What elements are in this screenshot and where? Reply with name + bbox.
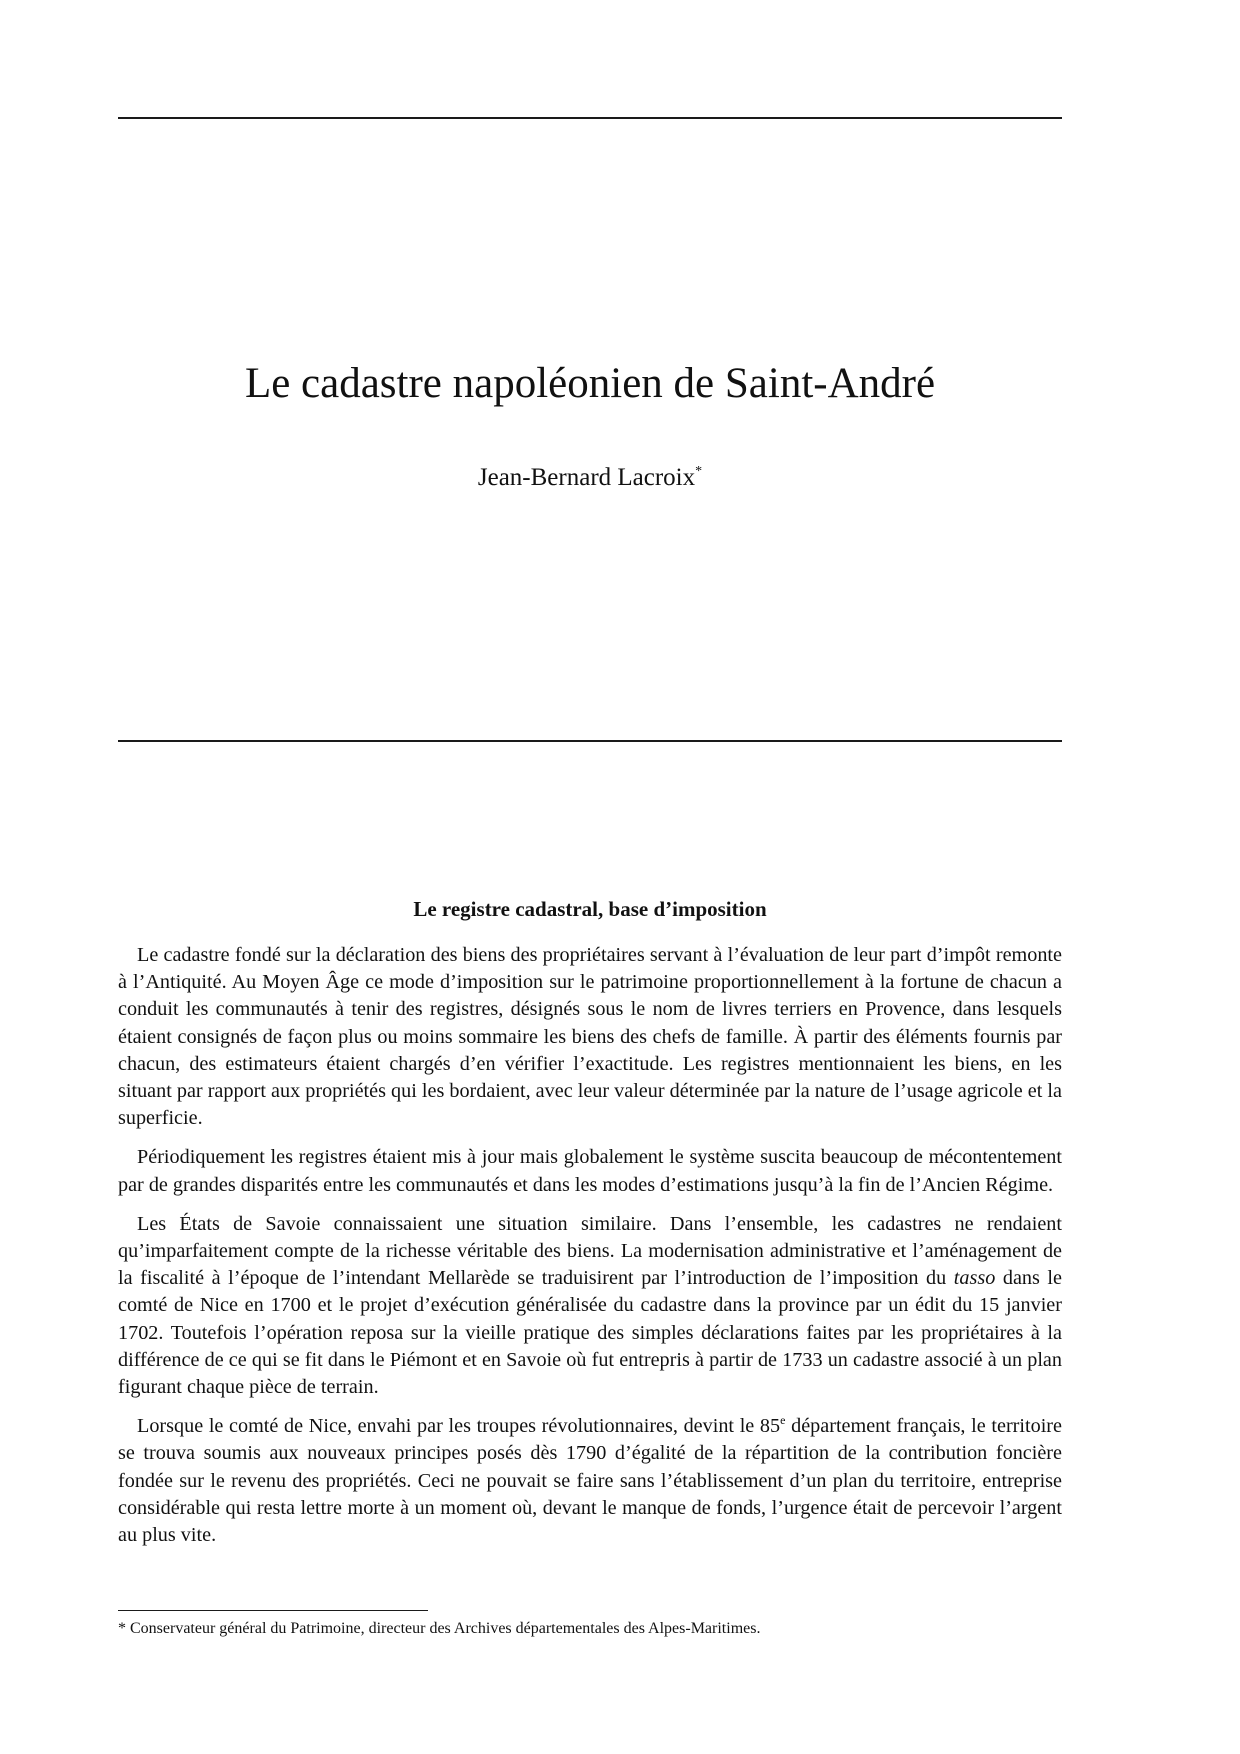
ordinal-superscript: e	[780, 1413, 786, 1428]
title-block-rule	[118, 740, 1062, 742]
paragraph-3-text-end: dans le comté de Nice en 1700 et le projet d’exécution généralisée du cadastre dans la province par un édit du 15 janvier 1702. Toutefois l’opération reposa sur la vieille pratique des simples déclarations faites par les propriétaires à la différence de ce qui se fit dans le Piémont et en Savoie où fut entrepris à partir de 1733 un cadastre associé à un plan figurant chaque pièce de terrain.	[118, 1267, 1062, 1399]
article-body	[118, 942, 1062, 1561]
paragraph-4-text-start: Lorsque le comté de Nice, envahi par les troupes révolutionnaires, devint le 85	[137, 1415, 781, 1438]
footnote-marker: *	[695, 464, 703, 479]
paragraph-4-text-end: département français, le territoire se trouva soumis aux nouveaux principes posés dès 1790 d’égalité de la répartition de la contribution foncière fondée sur le revenu des propriétés. Ceci ne pouvait se faire sans l’établissement d’un plan du territoire, entreprise considérable qui resta lettre morte à un moment où, devant le manque de fonds, l’urgence était de percevoir l’argent au plus vite.	[118, 1415, 1062, 1547]
paragraph-2: Périodiquement les registres étaient mis à jour mais globalement le système suscita beaucoup de mécontentement par de grandes disparités entre les communautés et dans les modes d’estimations jusqu’à la fin de l’Ancien Régime.	[118, 1146, 1062, 1196]
author-name: Jean-Bernard Lacroix	[477, 464, 696, 491]
paragraph-4	[118, 1413, 1062, 1549]
footnote: * Conservateur général du Patrimoine, directeur des Archives départementales des Alpes-Maritimes.	[118, 1620, 761, 1637]
article-title: Le cadastre napoléonien de Saint-André	[244, 360, 936, 407]
paragraph-1: Le cadastre fondé sur la déclaration des biens des propriétaires servant à l’évaluation de leur part d’impôt remonte à l’Antiquité. Au Moyen Âge ce mode d’imposition sur le patrimoine proportionnellement à la fortune de chacun a conduit les communautés à tenir des registres, désignés sous le nom de livres terriers en Provence, dans lesquels étaient consignés de façon plus ou moins sommaire les biens des chefs de famille. À partir des éléments fournis par chacun, des estimateurs étaient chargés d’en vérifier l’exactitude. Les registres mentionnaient les biens, en les situant par rapport aux propriétés qui les bordaient, avec leur valeur déterminée par la nature de l’usage agricole et la superficie.	[118, 944, 1062, 1130]
footnote-rule	[118, 1610, 428, 1611]
italic-term: tasso	[953, 1267, 996, 1290]
author-line	[118, 462, 1062, 494]
section-heading: Le registre cadastral, base d’imposition	[413, 897, 767, 921]
paragraph-3-text-start: Les États de Savoie connaissaient une situation similaire. Dans l’ensemble, les cadastres ne rendaient qu’imparfaitement compte de la richesse véritable des biens. La modernisation administrative et l’aménagement de la fiscalité à l’époque de l’intendant Mellarède se traduisirent par l’introduction de l’imposition du	[118, 1212, 1062, 1290]
paragraph-3	[118, 1211, 1062, 1401]
header-rule	[118, 117, 1062, 119]
